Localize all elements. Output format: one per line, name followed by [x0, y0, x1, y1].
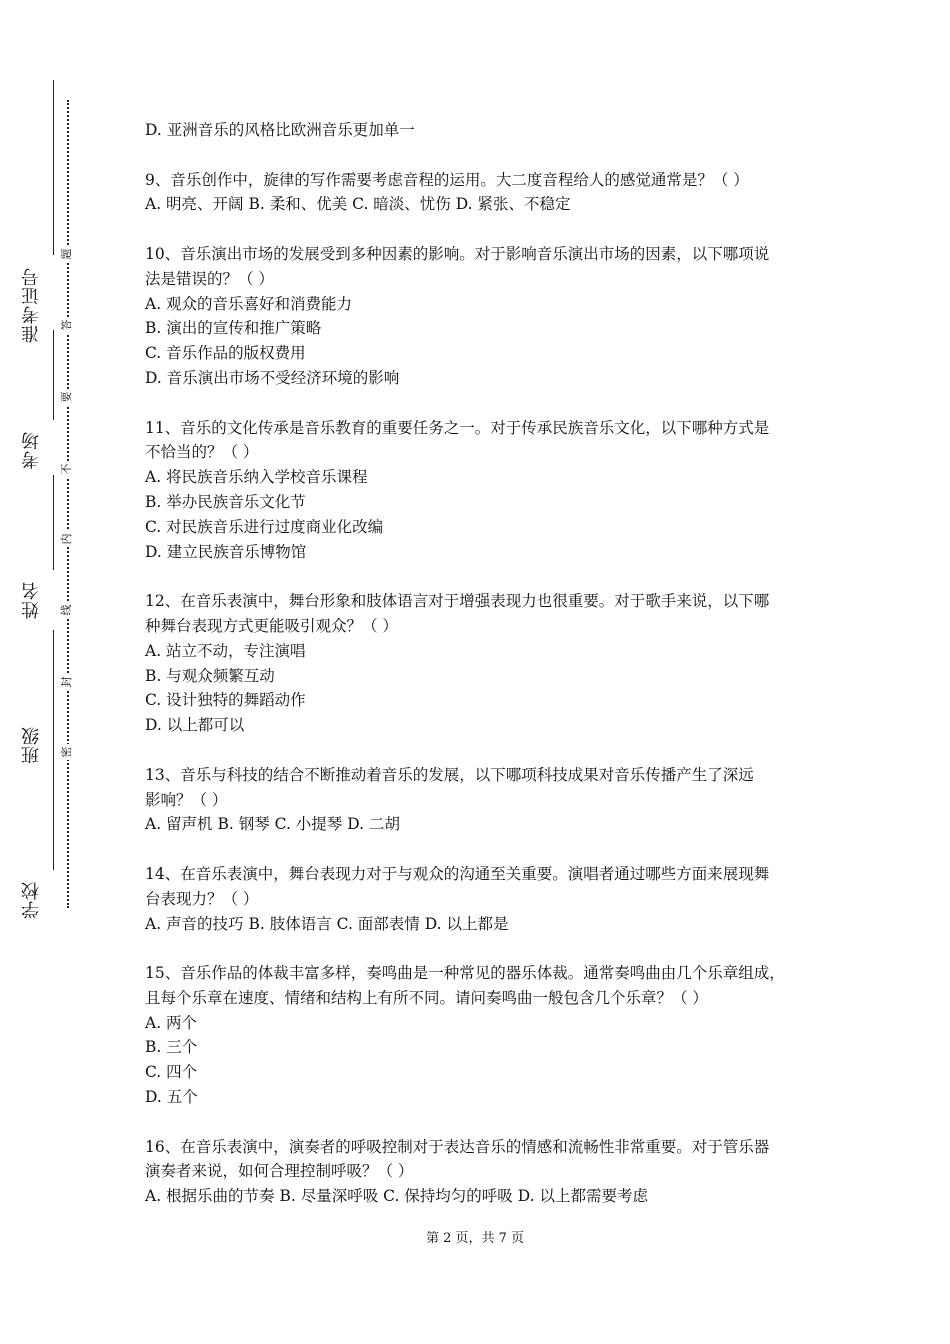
- option-line: C. 四个: [145, 1063, 198, 1082]
- question-stem: 16、在音乐表演中，演奏者的呼吸控制对于表达音乐的情感和流畅性非常重要。对于管乐器: [145, 1137, 770, 1156]
- question-10: [145, 242, 825, 391]
- class-label: 班级: [21, 726, 42, 764]
- seal-char: 线: [60, 602, 74, 618]
- admission-number-field: [16, 80, 56, 400]
- option-line: A. 声音的技巧 B. 肢体语言 C. 面部表情 D. 以上都是: [145, 914, 509, 933]
- option-line: B. 三个: [145, 1038, 198, 1057]
- question-9: [145, 168, 825, 218]
- question-stem: 影响？（ ）: [145, 790, 228, 809]
- question-stem: 演奏者来说，如何合理控制呼吸？（ ）: [145, 1162, 414, 1181]
- admission-number-line: [53, 80, 54, 255]
- name-label: 姓名: [21, 581, 42, 619]
- question-stem: 13、音乐与科技的结合不断推动着音乐的发展，以下哪项科技成果对音乐传播产生了深远: [145, 765, 754, 784]
- school-field: [16, 840, 56, 930]
- seal-char: 密: [60, 744, 74, 760]
- question-list: [145, 118, 825, 1234]
- question-8-tail: [145, 118, 825, 143]
- name-field: [16, 540, 56, 690]
- option-line: A. 明亮、开阔 B. 柔和、优美 C. 暗淡、忧伤 D. 紧张、不稳定: [145, 195, 571, 214]
- option-line: A. 观众的音乐喜好和消费能力: [145, 294, 353, 313]
- admission-number-label: 准考证号: [21, 267, 42, 343]
- binding-margin: [0, 0, 100, 1344]
- option-line: A. 站立不动，专注演唱: [145, 641, 306, 660]
- question-stem: 台表现力？（ ）: [145, 889, 259, 908]
- question-stem: 15、音乐作品的体裁丰富多样，奏鸣曲是一种常见的器乐体裁。通常奏鸣曲由几个乐章组成，: [145, 964, 785, 983]
- option-line: D. 建立民族音乐博物馆: [145, 542, 307, 561]
- option-line: A. 将民族音乐纳入学校音乐课程: [145, 468, 368, 487]
- exam-room-label: 考场: [21, 431, 42, 469]
- seal-char: 封: [60, 674, 74, 690]
- option-line: D. 以上都可以: [145, 716, 245, 735]
- seal-char: 要: [60, 389, 74, 405]
- question-13: [145, 763, 825, 837]
- school-label: 学校: [21, 881, 42, 919]
- option-line: A. 留声机 B. 钢琴 C. 小提琴 D. 二胡: [145, 815, 400, 834]
- question-stem: 11、音乐的文化传承是音乐教育的重要任务之一。对于传承民族音乐文化，以下哪种方式是: [145, 418, 770, 437]
- option-line: B. 与观众频繁互动: [145, 666, 275, 685]
- question-14: [145, 862, 825, 936]
- class-field: [16, 690, 56, 840]
- option-line: A. 根据乐曲的节奏 B. 尽量深呼吸 C. 保持均匀的呼吸 D. 以上都需要考虑: [145, 1187, 648, 1206]
- exam-room-field: [16, 400, 56, 540]
- option-line: B. 举办民族音乐文化节: [145, 492, 306, 511]
- option-line: C. 音乐作品的版权费用: [145, 344, 306, 363]
- question-stem: 9、音乐创作中，旋律的写作需要考虑音程的运用。大二度音程给人的感觉通常是？（ ）: [145, 170, 749, 189]
- page-number: 第 2 页，共 7 页: [425, 1231, 525, 1246]
- seal-char: 答: [60, 317, 74, 333]
- seal-char: 不: [60, 461, 74, 477]
- question-stem: 10、音乐演出市场的发展受到多种因素的影响。对于影响音乐演出市场的因素，以下哪项说: [145, 244, 770, 263]
- question-12: [145, 589, 825, 738]
- option-line: B. 演出的宣传和推广策略: [145, 319, 322, 338]
- question-16: [145, 1135, 825, 1209]
- seal-dotted-line: [67, 100, 69, 908]
- question-stem: 12、在音乐表演中，舞台形象和肢体语言对于增强表现力也很重要。对于歌手来说，以下哪: [145, 592, 770, 611]
- question-15: [145, 961, 825, 1110]
- question-stem: 14、在音乐表演中，舞台表现力对于与观众的沟通至关重要。演唱者通过哪些方面来展现舞: [145, 864, 770, 883]
- option-line: D. 音乐演出市场不受经济环境的影响: [145, 368, 400, 387]
- question-stem: 不恰当的？（ ）: [145, 443, 259, 462]
- seal-char: 内: [60, 531, 74, 547]
- option-line: D. 五个: [145, 1088, 198, 1107]
- question-stem: 且每个乐章在速度、情绪和结构上有所不同。请问奏鸣曲一般包含几个乐章？（ ）: [145, 988, 708, 1007]
- question-stem: 法是错误的？（ ）: [145, 269, 274, 288]
- option-line: D. 亚洲音乐的风格比欧洲音乐更加单一: [145, 121, 415, 139]
- option-line: C. 对民族音乐进行过度商业化改编: [145, 517, 384, 536]
- option-line: A. 两个: [145, 1013, 198, 1032]
- seal-char: 题: [60, 246, 74, 262]
- option-line: C. 设计独特的舞蹈动作: [145, 691, 306, 710]
- question-stem: 种舞台表现方式更能吸引观众？（ ）: [145, 616, 398, 635]
- question-11: [145, 416, 825, 565]
